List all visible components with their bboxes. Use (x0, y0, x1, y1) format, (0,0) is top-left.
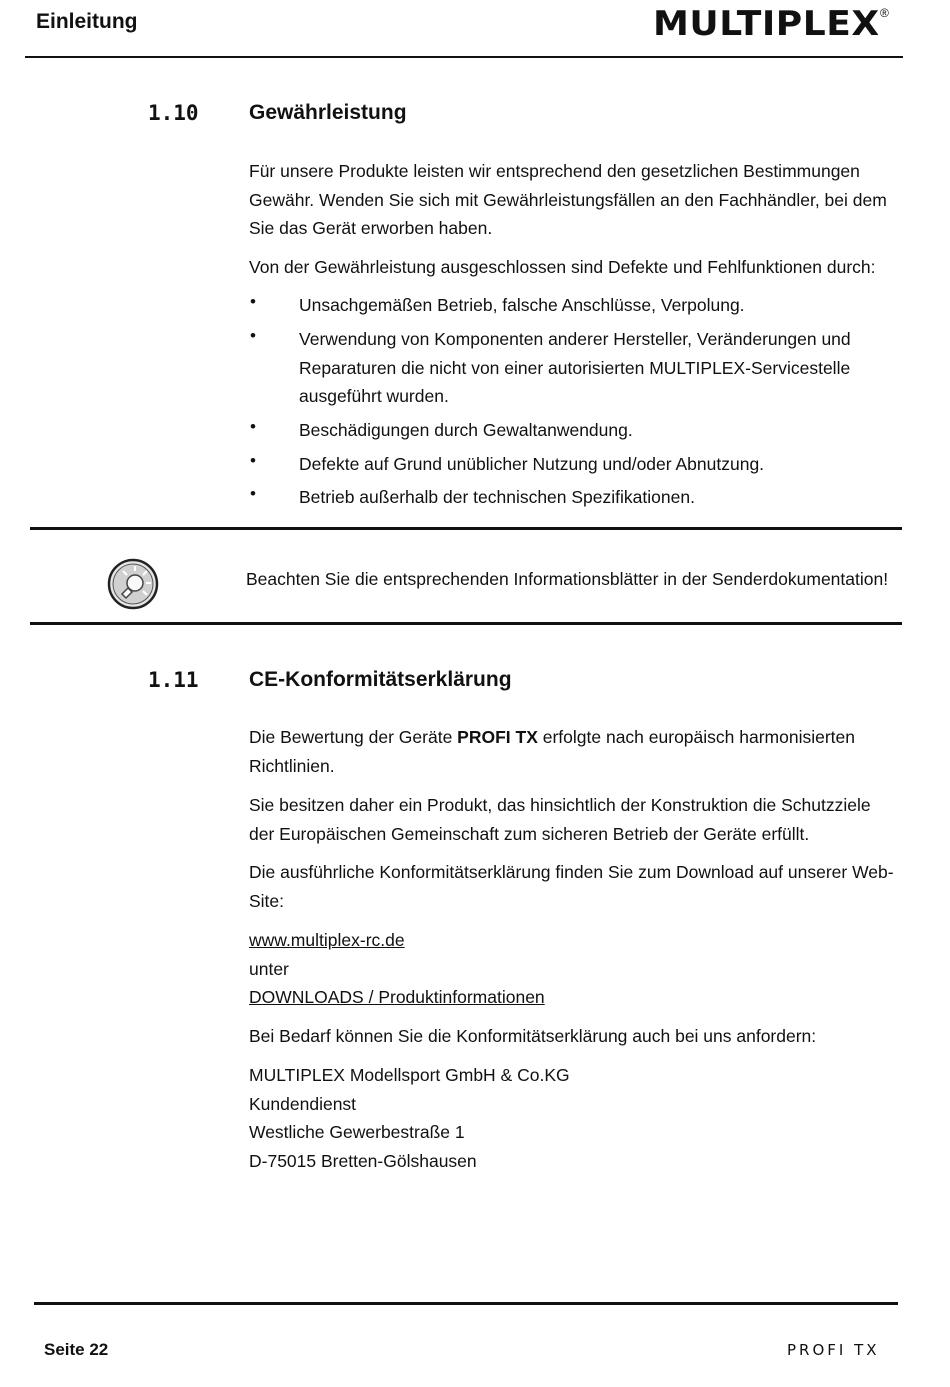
list-item: Beschädigungen durch Gewaltanwendung. (299, 420, 633, 440)
product-name: PROFI TX (457, 727, 538, 747)
bullet-marker: • (250, 292, 256, 311)
address-block (249, 1061, 909, 1175)
list-item (299, 325, 899, 411)
note-top-rule (30, 527, 902, 530)
text-line (249, 723, 909, 752)
text-line: Für unsere Produkte leisten wir entsprechend den gesetzlichen Bestimmungen (249, 161, 860, 181)
text-line: Site: (249, 890, 285, 911)
ce-paragraph-3 (249, 858, 909, 915)
text-line: Reparaturen die nicht von einer autorisierten MULTIPLEX-Servicestelle (299, 357, 851, 378)
registered-mark: ® (880, 6, 889, 20)
warranty-paragraph (249, 157, 909, 243)
text-line: Verwendung von Komponenten anderer Hersteller, Veränderungen und (299, 329, 851, 349)
download-info (249, 926, 909, 1012)
text-line: Richtlinien. (249, 755, 335, 776)
address-line: D-75015 Bretten-Gölshausen (249, 1150, 477, 1171)
bullet-marker: • (250, 417, 256, 436)
text-line: ausgeführt wurden. (299, 386, 449, 406)
ce-paragraph-4: Bei Bedarf können Sie die Konformitätserklärung auch bei uns anfordern: (249, 1026, 817, 1046)
text-line: Sie das Gerät erworben haben. (249, 218, 493, 238)
text-line: Sie besitzen daher ein Produkt, das hinsichtlich der Konstruktion die Schutzziele (249, 795, 871, 815)
text-line: unter (249, 958, 289, 979)
footer-rule (34, 1302, 898, 1305)
list-item: Defekte auf Grund unüblicher Nutzung und/oder Abnutzung. (299, 454, 765, 474)
bullet-marker: • (250, 484, 256, 503)
lightbulb-icon (107, 558, 159, 610)
address-line: MULTIPLEX Modellsport GmbH & Co.KG (249, 1065, 570, 1085)
exclusion-intro: Von der Gewährleistung ausgeschlossen sind Defekte und Fehlfunktionen durch: (249, 257, 876, 277)
section-title: Gewährleistung (249, 101, 407, 124)
bullet-marker: • (250, 451, 256, 470)
product-label: PROFI TX (787, 1341, 880, 1359)
page-number: Seite 22 (44, 1340, 109, 1359)
text-line: der Europäischen Gemeinschaft zum sicheren Betrieb der Geräte erfüllt. (249, 823, 810, 844)
header-rule (25, 56, 903, 58)
text-run: erfolgte nach europäisch harmonisierten (537, 727, 856, 747)
section-title: CE-Konformitätserklärung (249, 668, 512, 691)
address-line: Kundendienst (249, 1093, 357, 1114)
address-line: Westliche Gewerbestraße 1 (249, 1122, 465, 1142)
list-item: Unsachgemäßen Betrieb, falsche Anschlüsse, Verpolung. (299, 295, 745, 315)
page-section-header: Einleitung (36, 10, 138, 33)
text-line: Gewähr. Wenden Sie sich mit Gewährleistungsfällen an den Fachhändler, bei dem (249, 189, 887, 210)
list-item: Betrieb außerhalb der technischen Spezifikationen. (299, 487, 695, 507)
text-line: Die ausführliche Konformitätserklärung finden Sie zum Download auf unserer Web- (249, 862, 894, 882)
text-run: Die Bewertung der Geräte (249, 727, 458, 747)
section-number: 1.11 (148, 668, 199, 692)
bullet-marker: • (250, 326, 256, 345)
ce-paragraph-2 (249, 791, 909, 848)
note-text: Beachten Sie die entsprechenden Informationsblätter in der Senderdokumentation! (246, 569, 889, 589)
logo-text: MULTIPLEX (653, 4, 880, 44)
multiplex-logo (653, 4, 880, 44)
website-link[interactable]: www.multiplex-rc.de (249, 930, 405, 950)
section-number: 1.10 (148, 101, 199, 125)
note-bottom-rule (30, 622, 902, 625)
downloads-link[interactable]: DOWNLOADS / Produktinformationen (249, 987, 545, 1007)
ce-paragraph-1 (249, 723, 909, 780)
